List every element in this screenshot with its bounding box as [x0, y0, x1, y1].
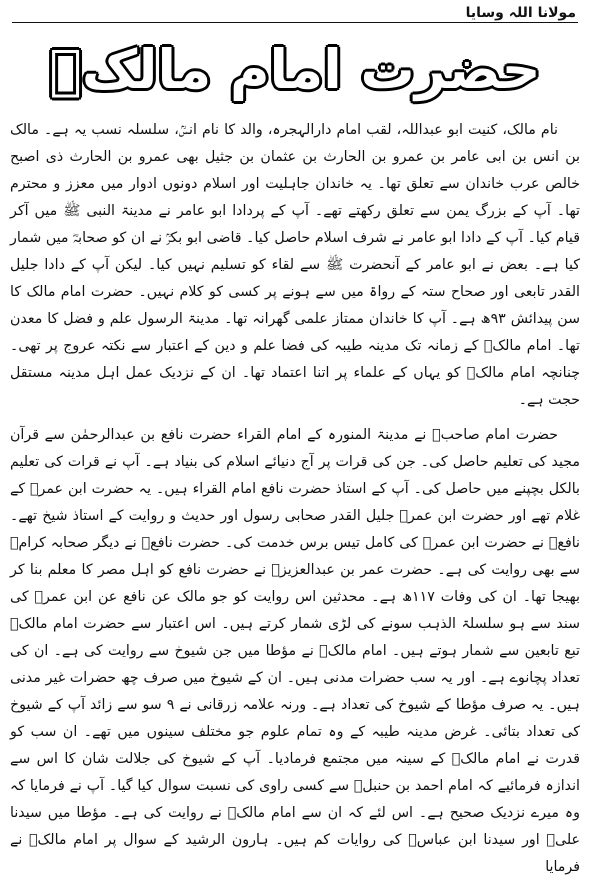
paragraph-2: حضرت امام صاحبؒ نے مدینۃ المنورہ کے امام القراء حضرت نافع بن عبدالرحمٰن سے قرآن مجید کی تعلیم حاصل کی۔ جن کی قرات پر آج دنیائے اسلام کی بنیاد ہے۔ آپ نے قرات کی تعلیم بالکل بچپنے میں حاصل کی۔ آپ کے استاذ حضرت نافع امام القراء ہیں۔ یہ حضرت ابن عمرؓ کے غلام تھے اور حضرت ابن عمرؓ جلیل القدر صحابی رسول اور حدیث و روایت کے استاذ شیخ تھے۔ نافعؒ نے حضرت ابن عمرؓ کی کامل تیس برس خدمت کی۔ حضرت نافعؒ نے دیگر صحابہ کرامؓ سے بھی روایت کی ہے۔ حضرت عمر بن عبدالعزیزؒ نے حضرت نافع کو اہل مصر کا معلم بنا کر بھیجا تھا۔ ان کی وفات ۱۱۷ھ ہے۔ محدثین اس روایت کو جو مالک عن نافع عن ابن عمرؓ کی سند سے ہو سلسلۃ الذہب سونے کی لڑی شمار کرتے ہیں۔ اس اعتبار سے حضرت امام مالکؒ تبع تابعین سے شمار ہوتے ہیں۔ امام مالکؒ نے مؤطا میں جن شیوخ سے روایت کی ہے۔ ان کی تعداد پچانوے ہے۔ اور یہ سب حضرات مدنی ہیں۔ ان کے شیوخ میں صرف چھ حضرات غیر مدنی ہیں۔ یہ صرف مؤطا کے شیوخ کی تعداد ہے۔ ورنہ علامہ زرقانی نے ۹ سو سے زائد آپ کے شیوخ کی تعداد بتائی۔ غرض مدینہ طیبہ کے وہ تمام علوم جو مختلف سینوں میں تھے۔ ان سب کو قدرت نے امام مالکؒ کے سینہ میں مجتمع فرمادیا۔ آپ کے شیوخ کی جلالت شان کا اس سے اندازہ فرمائیے کہ امام احمد بن حنبلؒ سے کسی راوی کی نسبت سوال کیا گیا۔ آپ نے فرمایا کہ وہ میرے نزدیک صحیح ہے۔ اس لئے کہ ان سے امام مالکؒ نے روایت کی ہے۔ مؤطا میں سیدنا علیؓ اور سیدنا ابن عباسؓ کی روایات کم ہیں۔ ہارون الرشید کے سوال پر امام مالکؒ نے فرمایا	[10, 427, 580, 875]
author-name: مولانا اللہ وسایا	[465, 5, 576, 21]
title-area	[10, 23, 580, 117]
header-bar	[12, 0, 578, 23]
paragraph-1: نام مالک، کنیت ابو عبداللہ، لقب امام دارالہجرہ، والد کا نام انسؒ، سلسلہ نسب یہ ہے۔ مالک بن انس بن ابی عامر بن عمرو بن الحارث بن عثمان بن جثیل بھی عمرو بن الحارث ذی اصبح خالص عرب خاندان سے تعلق تھا۔ یہ خاندان جاہلیت اور اسلام دونوں ادوار میں معزز و محترم تھا۔ آپ کے بزرگ یمن سے تعلق رکھتے تھے۔ آپ کے پردادا ابو عامر نے مدینۃ النبی ﷺ میں آکر قیام کیا۔ آپ کے دادا ابو عامر نے شرف اسلام حاصل کیا۔ قاضی ابو بکرؒ نے ان کو صحابہؓ میں شمار کیا ہے۔ بعض نے ابو عامر کے آنحضرت ﷺ سے لقاء کو تسلیم نہیں کیا۔ لیکن آپ کے دادا جلیل القدر تابعی اور صحاح ستہ کے رواۃ میں سے ہونے پر کسی کو کلام نہیں۔ حضرت امام مالک کا سن پیدائش ۹۳ھ ہے۔ آپ کا خاندان ممتاز علمی گھرانہ تھا۔ مدینۃ الرسول علم و فضل کا معدن تھا۔ امام مالکؒ کے زمانہ تک مدینہ طیبہ کی فضا علم و دین کے اعتبار سے نکتہ عروج پر تھی۔ چنانچہ امام مالکؒ کو یہاں کے علماء پر اتنا اعتماد تھا۔ ان کے نزدیک عمل اہل مدینہ مستقل حجت ہے۔	[10, 122, 580, 408]
article-title: حضرت امام مالکؒ	[49, 38, 541, 101]
article-body	[10, 117, 580, 881]
